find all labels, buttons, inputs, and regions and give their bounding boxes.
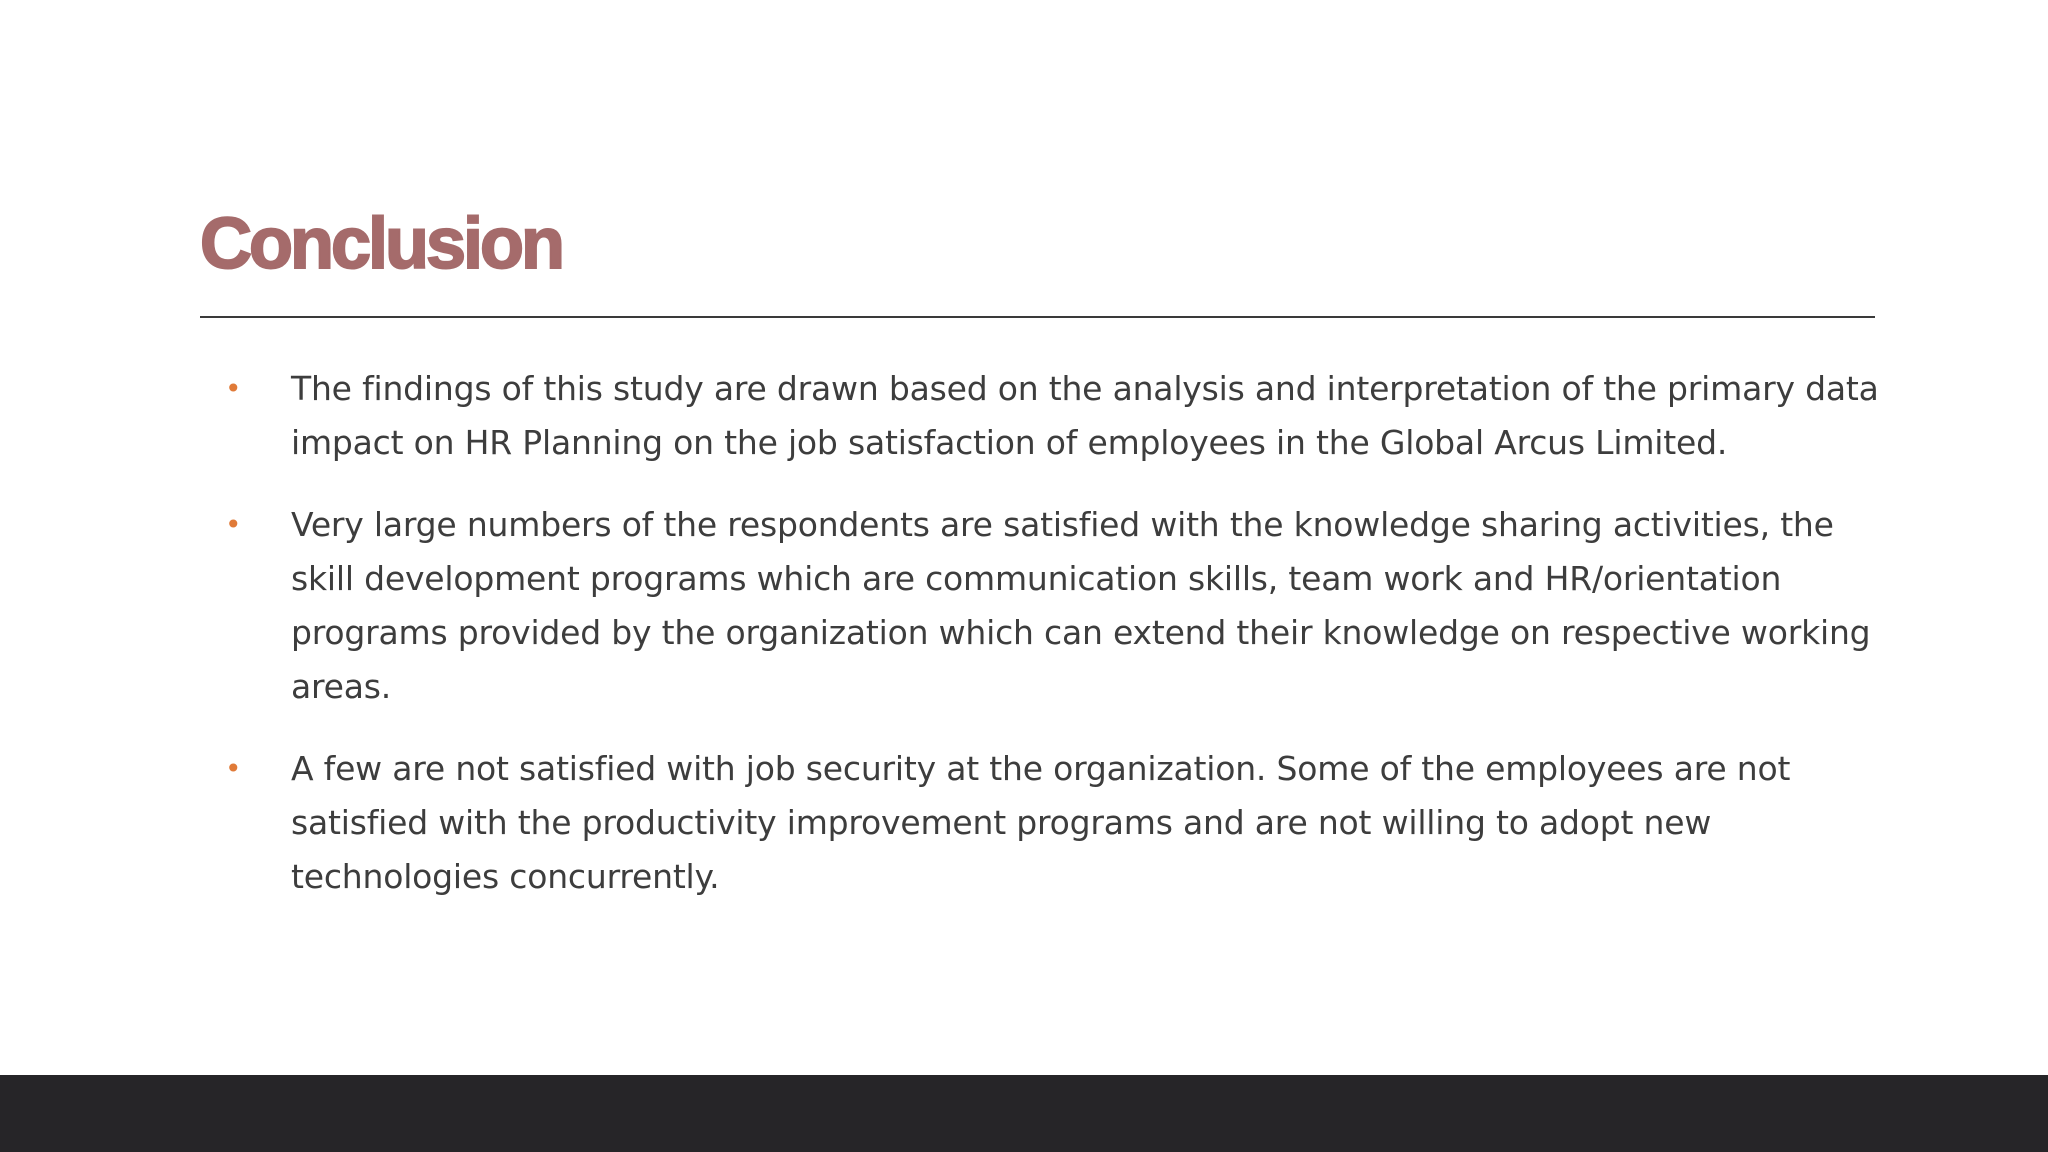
title-divider xyxy=(200,316,1875,318)
bullet-icon: • xyxy=(225,372,242,405)
bullet-icon: • xyxy=(225,752,242,785)
list-item xyxy=(225,498,1890,714)
list-item xyxy=(225,362,1890,470)
slide-title: Conclusion xyxy=(200,204,562,284)
bullet-list xyxy=(225,362,1890,932)
bullet-text: A few are not satisfied with job security at the organization. Some of the employees are not satisfied with the productivity improvement programs and are not willing to adopt new technologies concurrently. xyxy=(291,749,1791,896)
bullet-icon: • xyxy=(225,508,242,541)
list-item xyxy=(225,742,1890,904)
bullet-text: Very large numbers of the respondents are satisfied with the knowledge sharing activities, the skill development programs which are communication skills, team work and HR/orientation programs provided by the organization which can extend their knowledge on respective working areas. xyxy=(291,505,1871,706)
bullet-text: The findings of this study are drawn based on the analysis and interpretation of the primary data impact on HR Planning on the job satisfaction of employees in the Global Arcus Limited. xyxy=(291,369,1879,462)
footer-bar xyxy=(0,1075,2048,1152)
